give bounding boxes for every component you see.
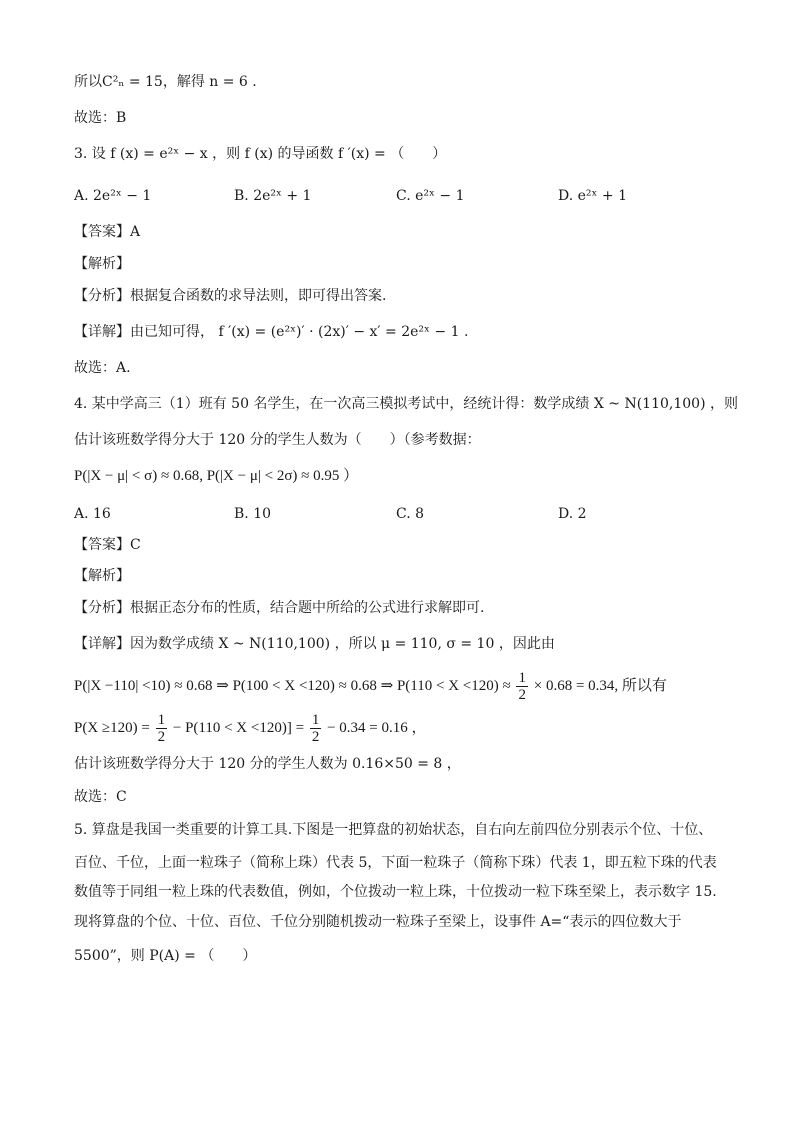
q4-analysis-heading: 【解析】 xyxy=(74,568,130,584)
fraction-numerator: 1 xyxy=(311,712,320,728)
q3-choice: 故选：A. xyxy=(74,360,131,376)
q4-option-b: B. 10 xyxy=(234,506,272,522)
fraction xyxy=(516,670,528,703)
q3-option-d: D. e²ˣ + 1 xyxy=(558,188,627,204)
fraction-denominator: 2 xyxy=(157,729,166,745)
formula-text: − P(110 < X <120)] = xyxy=(172,719,305,736)
question-4-reference-data: P(|X − μ| < σ) ≈ 0.68, P(|X − μ| < 2σ) ≈ 0.95 ） xyxy=(74,468,359,484)
q4-estimate: 估计该班数学得分大于 120 分的学生人数为 0.16×50 = 8 ， xyxy=(74,756,461,772)
q3-option-a: A. 2e²ˣ − 1 xyxy=(74,188,152,204)
question-5-stem-4: 现将算盘的个位、十位、百位、千位分别随机拨动一粒珠子至梁上，设事件 A=“表示的四位数大于 xyxy=(74,914,682,930)
text-line: 所以C²ₙ = 15，解得 n = 6 . xyxy=(74,74,257,90)
fraction-numerator: 1 xyxy=(157,712,166,728)
q3-analysis-heading: 【解析】 xyxy=(74,256,130,272)
fraction xyxy=(310,712,322,745)
q3-fenxi: 【分析】根据复合函数的求导法则，即可得出答案. xyxy=(74,288,387,304)
fraction-denominator: 2 xyxy=(518,687,526,703)
q4-option-a: A. 16 xyxy=(74,506,111,522)
q4-formula-2 xyxy=(74,712,426,745)
question-4-stem-2: 估计该班数学得分大于 120 分的学生人数为（ ）（参考数据： xyxy=(74,432,481,448)
question-5-stem-2: 百位、千位，上面一粒珠子（简称上珠）代表 5，下面一粒珠子（简称下珠）代表 1，即五粒下珠的代表 xyxy=(74,855,717,871)
question-5-stem-3: 数值等于同组一粒上珠的代表数值，例如，个位拨动一粒上珠，十位拨动一粒下珠至梁上，表示数字 15. xyxy=(74,884,717,900)
q3-answer: 【答案】A xyxy=(74,224,141,240)
q4-fenxi: 【分析】根据正态分布的性质，结合题中所给的公式进行求解即可. xyxy=(74,600,485,616)
q4-choice: 故选：C xyxy=(74,789,127,805)
fraction-denominator: 2 xyxy=(311,729,320,745)
answer-choice-line: 故选：B xyxy=(74,110,127,126)
q3-xiangjie: 【详解】由已知可得， f ′(x) = (e²ˣ)′ · (2x)′ − x′ = 2e²ˣ − 1 . xyxy=(74,324,469,340)
question-5-stem-1: 5. 算盘是我国一类重要的计算工具.下图是一把算盘的初始状态，自右向左前四位分别表示个位、十位、 xyxy=(74,822,713,838)
q4-xiangjie: 【详解】因为数学成绩 X ~ N(110,100) ，所以 μ = 110, σ = 10 ，因此由 xyxy=(74,636,555,652)
q3-option-c: C. e²ˣ − 1 xyxy=(396,188,465,204)
formula-text: P(|X −110| <10) ≈ 0.68 ⇒ P(100 < X <120) ≈ 0.68 ⇒ P(110 < X <120) ≈ xyxy=(74,677,511,694)
fraction xyxy=(156,712,168,745)
q4-formula-1 xyxy=(74,670,667,703)
question-4-stem-1: 4. 某中学高三（1）班有 50 名学生，在一次高三模拟考试中，经统计得：数学成绩 X ~ N(110,100) ，则 xyxy=(74,396,738,412)
question-3-stem: 3. 设 f (x) = e²ˣ − x ，则 f (x) 的导函数 f ′(x) = （ ） xyxy=(74,146,447,162)
question-5-stem-5: 5500”，则 P(A) = （ ） xyxy=(74,948,257,964)
q3-option-b: B. 2e²ˣ + 1 xyxy=(234,188,312,204)
q4-answer: 【答案】C xyxy=(74,537,141,553)
fraction-numerator: 1 xyxy=(518,670,526,686)
q4-option-c: C. 8 xyxy=(396,506,425,522)
q4-option-d: D. 2 xyxy=(558,506,587,522)
formula-text: P(X ≥120) = xyxy=(74,719,150,736)
formula-text: × 0.68 = 0.34, 所以有 xyxy=(533,677,667,694)
formula-text: − 0.34 = 0.16 ， xyxy=(327,719,427,736)
